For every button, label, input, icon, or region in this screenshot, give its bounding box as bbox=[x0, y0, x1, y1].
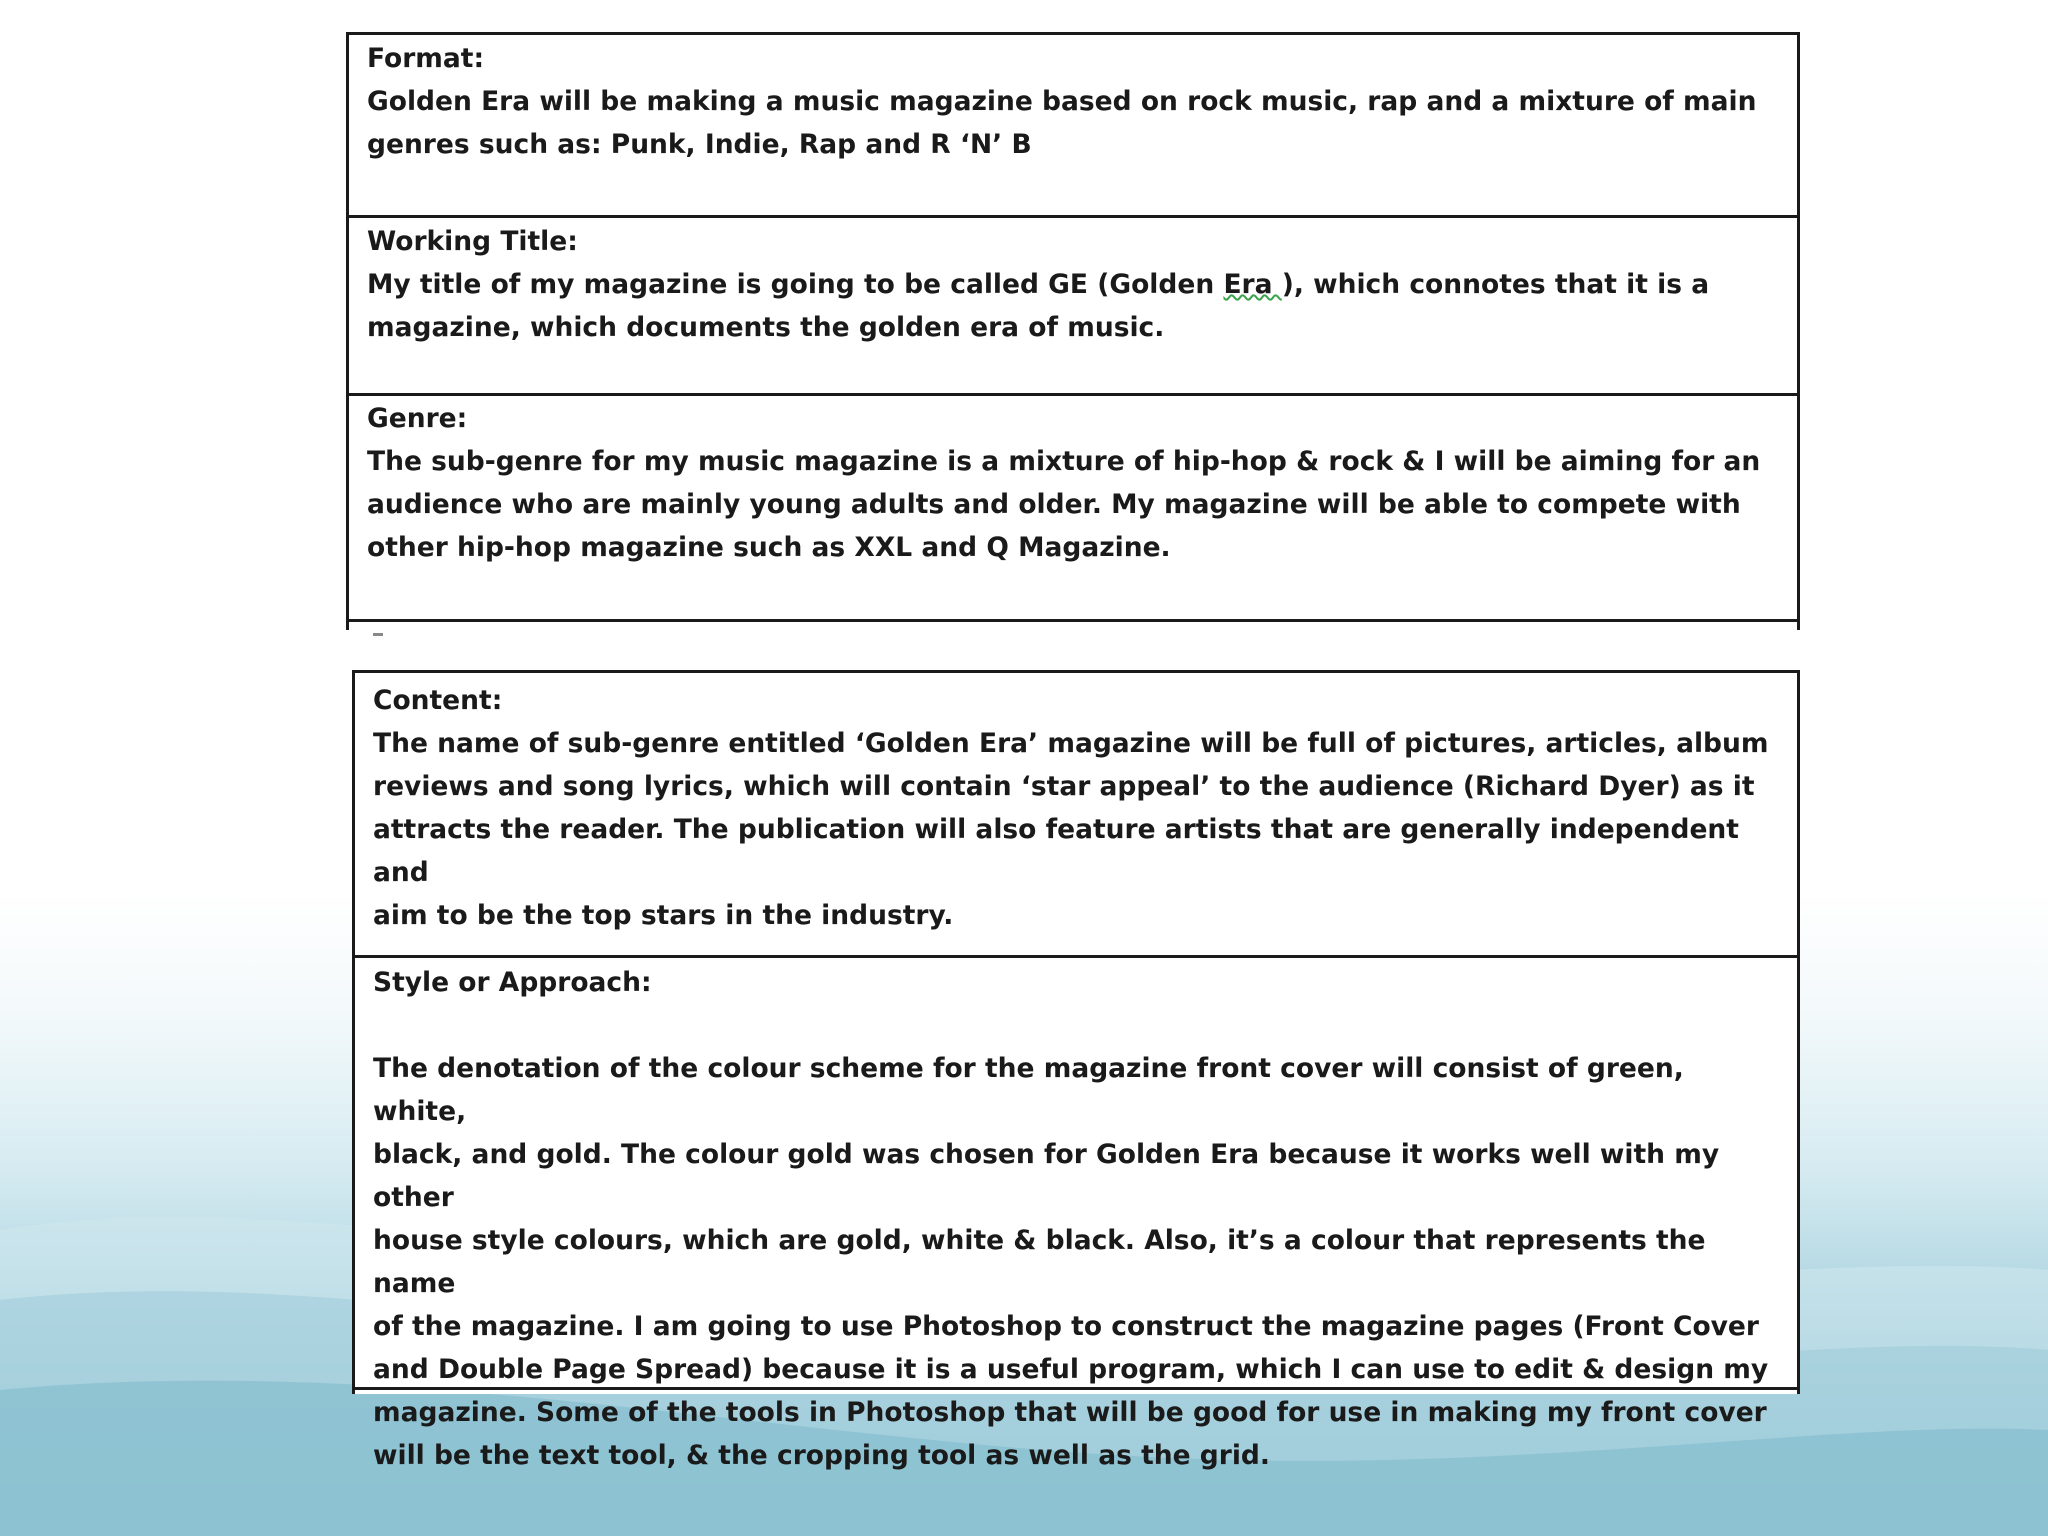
table-row-genre bbox=[349, 397, 1797, 622]
table-row-content bbox=[355, 679, 1797, 959]
format-label: Format: bbox=[367, 43, 485, 74]
spellcheck-underline: Era bbox=[1223, 269, 1282, 300]
crop-mark bbox=[373, 633, 383, 636]
row-divider bbox=[349, 393, 1797, 396]
table-row-format bbox=[349, 37, 1797, 215]
content-text: The name of sub-genre entitled ‘Golden Era’ magazine will be full of pictures, articles, album reviews and song lyrics, which will contain ‘star appeal’ to the audience (Richard Dyer) as it attracts the reader. The publication will also feature artists that are generally independent and aim to be the top stars in the industry. bbox=[373, 728, 1769, 931]
row-divider bbox=[355, 955, 1797, 958]
working-title-label: Working Title: bbox=[367, 226, 578, 257]
row-divider bbox=[355, 1387, 1797, 1390]
content-label: Content: bbox=[373, 685, 503, 716]
genre-text: The sub-genre for my music magazine is a mixture of hip-hop & rock & I will be aiming for an audience who are mainly young adults and older. My magazine will be able to compete with other hip-hop magazine such as XXL and Q Magazine. bbox=[367, 446, 1761, 563]
row-divider bbox=[349, 619, 1797, 622]
format-text: Golden Era will be making a music magazine based on rock music, rap and a mixture of main genres such as: Punk, Indie, Rap and R ‘N’ B bbox=[367, 86, 1757, 160]
row-divider bbox=[349, 215, 1797, 218]
table-image-top bbox=[346, 32, 1800, 630]
table-image-bottom bbox=[352, 670, 1800, 1471]
table-row-style-approach bbox=[355, 961, 1797, 1471]
blank-line bbox=[373, 1004, 1781, 1047]
style-approach-label: Style or Approach: bbox=[373, 967, 652, 998]
table-row-working-title bbox=[349, 220, 1797, 393]
style-approach-text: The denotation of the colour scheme for the magazine front cover will consist of green, white, black, and gold. The colour gold was chosen for Golden Era because it works well with my other house style colours, which are gold, white & black. Also, it’s a colour that represents the name of the magazine. I am going to use Photoshop to construct the magazine pages (Front Cover and Double Page Spread) because it is a useful program, which I can use to edit & design my magazine. Some of the tools in Photoshop that will be good for use in making my front cover will be the text tool, & the cropping tool as well as the grid. bbox=[373, 1053, 1769, 1471]
genre-label: Genre: bbox=[367, 403, 468, 434]
working-title-text: My title of my magazine is going to be called GE (Golden Era ), which connotes that it is a magazine, which documents the golden era of music. bbox=[367, 269, 1710, 343]
